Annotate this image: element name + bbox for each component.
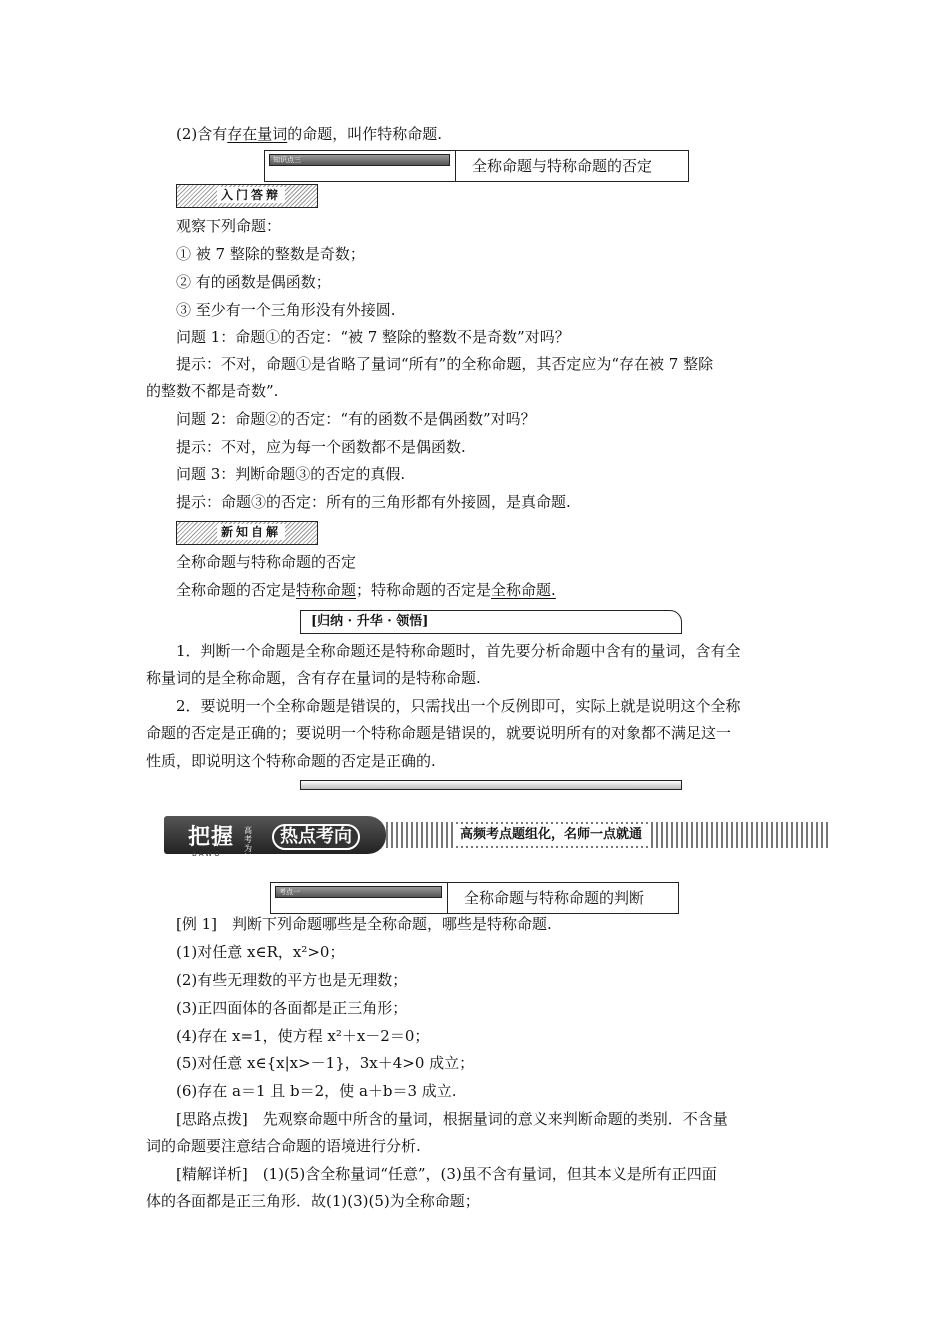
banner-gaokao: 高考为标 — [244, 826, 252, 862]
text-line: (4)存在 x=1，使方程 x²＋x－2＝0； — [176, 1027, 430, 1045]
kaodian-header — [270, 882, 679, 914]
text-line: 问题 2：命题②的否定：“有的函数不是偶函数”对吗？ — [176, 410, 536, 428]
text-line: ① 被 7 整除的整数是奇数； — [176, 245, 365, 263]
text-line: 提示：不对，应为每一个函数都不是偶函数. — [176, 438, 466, 456]
text-line: (1)对任意 x∈R，x²>0； — [176, 943, 345, 961]
text-line: 提示：不对，命题①是省略了量词“所有”的全称命题，其否定应为“存在被 7 整除 — [176, 355, 714, 373]
banner-hot-topic: 热点考向 — [272, 824, 360, 850]
text-line: 观察下列命题： — [176, 217, 282, 235]
kaodian-tag: 考点一 — [275, 886, 442, 898]
underlined-term: 特称命题 — [296, 581, 357, 599]
banner-left-block — [164, 816, 386, 862]
section-title: 全称命题与特称命题的否定 — [455, 151, 652, 181]
text-line: 体的各面都是正三角形．故(1)(3)(5)为全称命题； — [146, 1192, 480, 1210]
underlined-term: 存在量词 — [227, 125, 288, 143]
text-line: 提示：命题③的否定：所有的三角形都有外接圆，是真命题. — [176, 493, 571, 511]
banner-subtitle: BAWO — [192, 850, 222, 858]
text-line: 问题 1：命题①的否定：“被 7 整除的整数不是奇数”对吗？ — [176, 328, 570, 346]
text-line: [精解详析] (1)(5)含全称量词“任意”，(3)虽不含有量词，但其本义是所有正四面 — [176, 1165, 717, 1183]
text-line: 问题 3：判断命题③的否定的真假. — [176, 465, 406, 483]
text-line: [思路点拨] 先观察命题中所含的量词，根据量词的意义来判断命题的类别．不含量 — [176, 1110, 728, 1128]
section-header — [264, 150, 689, 182]
text-line: ② 有的函数是偶函数； — [176, 273, 331, 291]
text-line: 1．判断一个命题是全称命题还是特称命题时，首先要分析命题中含有的量词，含有全 — [176, 642, 741, 660]
banner-main-title: 把握 — [188, 825, 235, 850]
text-line: (3)正四面体的各面都是正三角形； — [176, 999, 408, 1017]
text-line: 称量词的是全称命题，含有存在量词的是特称命题. — [146, 669, 481, 687]
text-line: 全称命题与特称命题的否定 — [176, 553, 357, 571]
section-tag: 知识点三 — [269, 154, 450, 166]
text-line: (6)存在 a＝1 且 b＝2，使 a＋b＝3 成立. — [176, 1082, 457, 1100]
text-line: 2．要说明一个全称命题是错误的，只需找出一个反例即可，实际上就是说明这个全称 — [176, 697, 741, 715]
underlined-term: 全称命题. — [491, 581, 556, 599]
text-line: (5)对任意 x∈{x|x>－1}，3x＋4>0 成立； — [176, 1054, 475, 1072]
banner-slogan: 高频考点题组化，名师一点就通 — [454, 824, 648, 846]
text-line: ③ 至少有一个三角形没有外接圆. — [176, 301, 396, 319]
text-line: 的整数不都是奇数”. — [146, 382, 279, 400]
text-line: 全称命题的否定是特称命题；特称命题的否定是全称命题. — [176, 581, 556, 599]
kaodian-title: 全称命题与特称命题的判断 — [447, 883, 644, 913]
text-line: (2)含有存在量词的命题，叫作特称命题. — [176, 125, 443, 143]
text-line: 词的命题要注意结合命题的语境进行分析. — [146, 1137, 421, 1155]
text-line: [例 1] 判断下列命题哪些是全称命题，哪些是特称命题. — [176, 915, 552, 933]
text-line: 性质，即说明这个特称命题的否定是正确的. — [146, 752, 436, 770]
banner-new-knowledge: 新知自解 — [176, 521, 318, 545]
hot-topic-banner — [164, 816, 830, 862]
summary-end-bar — [300, 780, 682, 790]
text-line: (2)有些无理数的平方也是无理数； — [176, 971, 408, 989]
text-line: 命题的否定是正确的；要说明一个特称命题是错误的，就要说明所有的对象都不满足这一 — [146, 724, 732, 742]
banner-intro: 入门答辩 — [176, 184, 318, 208]
summary-banner: [归纳 · 升华 · 领悟] — [300, 610, 682, 634]
